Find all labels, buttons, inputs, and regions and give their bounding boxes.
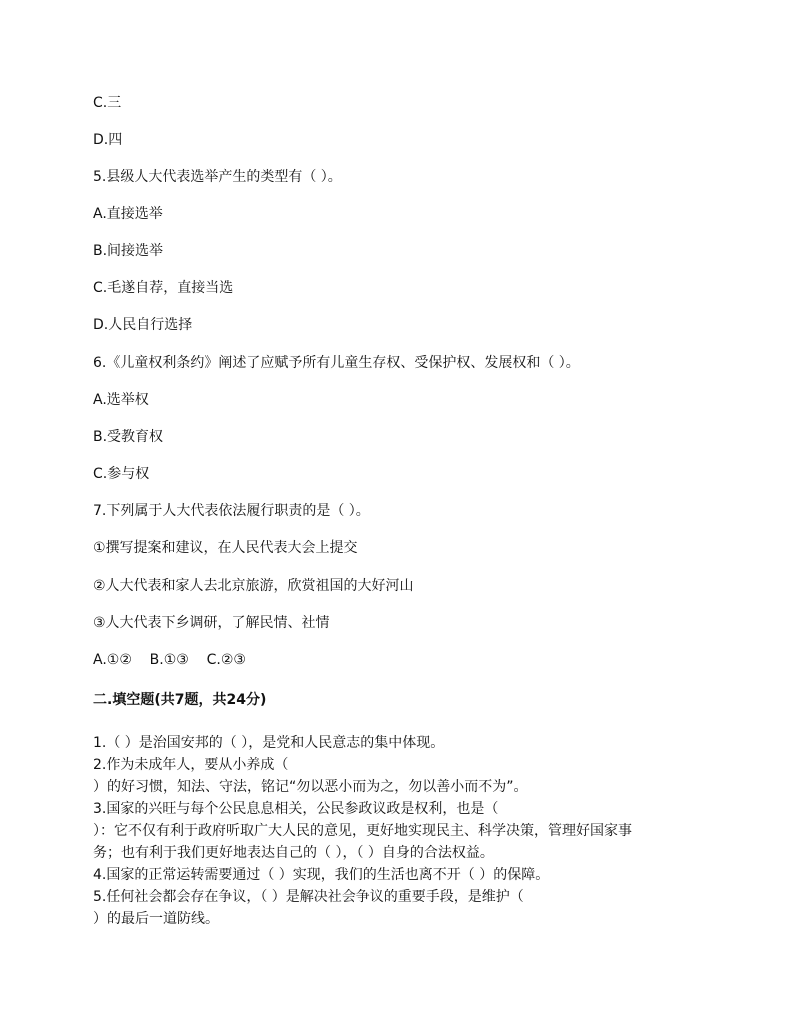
fill-line-8: 5.任何社会都会存在争议，（ ）是解决社会争议的重要手段，是维护（ (93, 889, 524, 905)
q6-option-a: A.选举权 (93, 392, 149, 408)
q5-stem: 5.县级人大代表选举产生的类型有（ ）。 (93, 169, 342, 185)
fill-line-4: 3.国家的兴旺与每个公民息息相关，公民参政议政是权利，也是（ (93, 801, 499, 817)
q6-option-b: B.受教育权 (93, 429, 164, 445)
q6-option-c: C.参与权 (93, 466, 150, 482)
q6-stem: 6.《儿童权利条约》阐述了应赋予所有儿童生存权、受保护权、发展权和（ ）。 (93, 355, 580, 371)
q5-option-c: C.毛遂自荐，直接当选 (93, 280, 234, 296)
fill-line-7: 4.国家的正常运转需要通过（ ）实现，我们的生活也离不开（ ）的保障。 (93, 867, 550, 883)
q7-item-1: ①撰写提案和建议，在人民代表大会上提交 (93, 540, 358, 556)
fill-line-1: 1.（ ）是治国安邦的（ ），是党和人民意志的集中体现。 (93, 735, 445, 751)
fill-line-2: 2.作为未成年人，要从小养成（ (93, 757, 289, 773)
q4-option-d: D.四 (93, 132, 123, 148)
q7-item-3: ③人大代表下乡调研，了解民情、社情 (93, 615, 330, 631)
q7-item-2: ②人大代表和家人去北京旅游，欣赏祖国的大好河山 (93, 578, 414, 594)
section-2-title: 二.填空题(共7题，共24分) (93, 692, 267, 708)
fill-line-9: ）的最后一道防线。 (93, 911, 219, 927)
q5-option-a: A.直接选举 (93, 206, 163, 222)
q5-option-d: D.人民自行选择 (93, 317, 193, 333)
q5-option-b: B.间接选举 (93, 243, 164, 259)
q7-options: A.①② B.①③ C.②③ (93, 652, 246, 668)
fill-line-6: 务；也有利于我们更好地表达自己的（ ），（ ）自身的合法权益。 (93, 845, 494, 861)
fill-line-3: ）的好习惯，知法、守法，铭记“勿以恶小而为之，勿以善小而不为”。 (93, 779, 528, 795)
q4-option-c: C.三 (93, 95, 122, 111)
q7-stem: 7.下列属于人大代表依法履行职责的是（ ）。 (93, 503, 370, 519)
fill-line-5: ）：它不仅有利于政府听取广大人民的意见，更好地实现民主、科学决策，管理好国家事 (93, 823, 632, 839)
